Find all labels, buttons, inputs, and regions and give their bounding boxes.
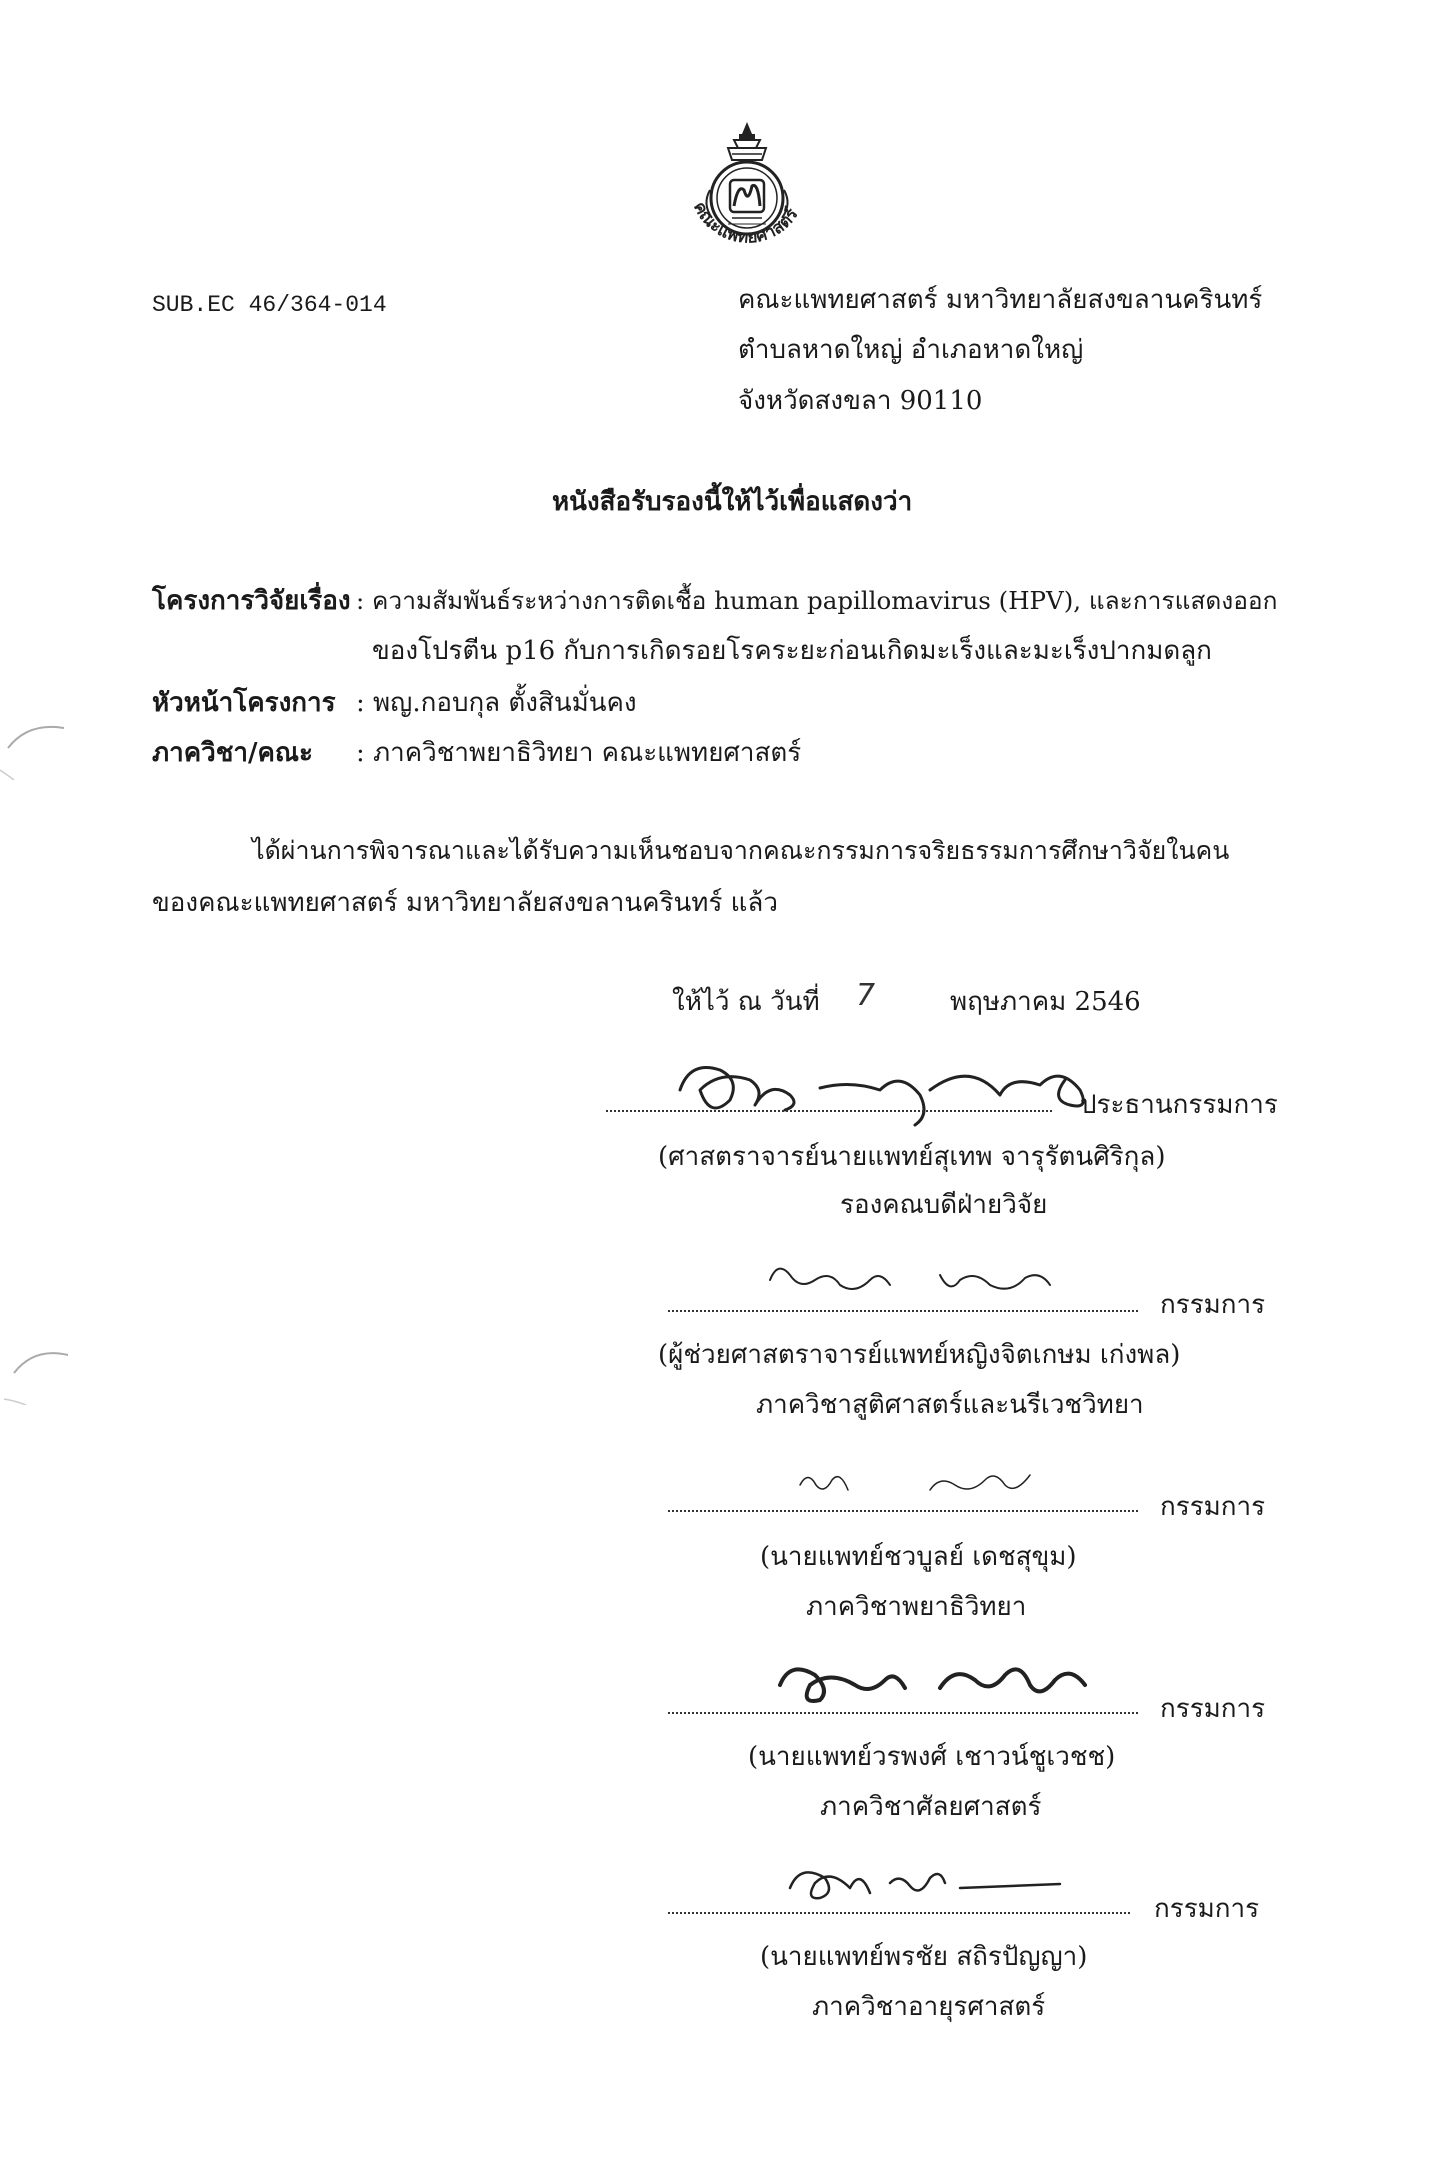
date-day-handwritten: 7 <box>856 978 876 1013</box>
approval-statement-line-2: ของคณะแพทยศาสตร์ มหาวิทยาลัยสงขลานครินทร์ แล้ว <box>152 888 778 918</box>
signatory-name-member-1: (ผู้ช่วยศาสตราจารย์แพทย์หญิงจิตเกษม เก่งพล) <box>658 1340 1181 1370</box>
department-label: ภาควิชา/คณะ <box>152 738 313 768</box>
signatory-role-member-3: กรรมการ <box>1160 1694 1266 1724</box>
signatory-position-member-2: ภาควิชาพยาธิวิทยา <box>806 1592 1027 1622</box>
seal-emblem-icon <box>672 118 822 258</box>
date-month-year: พฤษภาคม 2546 <box>950 987 1141 1017</box>
approval-statement-line-1: ได้ผ่านการพิจารณาและได้รับความเห็นชอบจากคณะกรรมการจริยธรรมการศึกษาวิจัยในคน <box>252 836 1230 865</box>
signatory-role-member-2: กรรมการ <box>1160 1492 1266 1522</box>
hole-punch-mark-top <box>0 700 80 780</box>
project-label: โครงการวิจัยเรื่อง <box>152 586 351 616</box>
address-line-2: ตำบลหาดใหญ่ อำเภอหาดใหญ่ <box>738 335 1084 365</box>
signatory-role-chairman: ประธานกรรมการ <box>1080 1090 1278 1120</box>
hole-punch-mark-bottom <box>0 1325 80 1405</box>
signatory-role-member-4: กรรมการ <box>1154 1894 1260 1924</box>
signature-chairman <box>670 1050 1150 1140</box>
signatory-name-chairman: (ศาสตราจารย์นายแพทย์สุเทพ จารุรัตนศิริกุล) <box>658 1142 1166 1172</box>
reference-number: SUB.EC 46/364-014 <box>152 292 387 318</box>
signature-line-member-2 <box>668 1510 1138 1512</box>
signatory-position-chairman: รองคณบดีฝ่ายวิจัย <box>840 1190 1048 1220</box>
signature-line-member-3 <box>668 1712 1138 1714</box>
signature-member-3 <box>770 1640 1110 1720</box>
document-title: หนังสือรับรองนี้ให้ไว้เพื่อแสดงว่า <box>552 487 913 517</box>
signature-member-4 <box>770 1848 1070 1918</box>
signatory-name-member-4: (นายแพทย์พรชัย สถิรปัญญา) <box>760 1942 1088 1972</box>
signature-member-2 <box>790 1455 1090 1515</box>
project-title-line-2: ของโปรตีน p16 กับการเกิดรอยโรคระยะก่อนเกิดมะเร็งและมะเร็งปากมดลูก <box>372 636 1212 666</box>
signature-line-chairman <box>606 1110 1052 1112</box>
signatory-name-member-3: (นายแพทย์วรพงศ์ เชาวน์ชูเวชช) <box>748 1742 1116 1772</box>
signatory-position-member-4: ภาควิชาอายุรศาสตร์ <box>812 1992 1046 2022</box>
project-title-line-1: : ความสัมพันธ์ระหว่างการติดเชื้อ human papillomavirus (HPV), และการแสดงออก <box>356 586 1278 615</box>
project-head-value: : พญ.กอบกุล ตั้งสินมั่นคง <box>356 688 637 718</box>
signatory-role-member-1: กรรมการ <box>1160 1290 1266 1320</box>
address-line-3: จังหวัดสงขลา 90110 <box>738 386 983 416</box>
signature-line-member-1 <box>668 1310 1138 1312</box>
signatory-name-member-2: (นายแพทย์ชวบูลย์ เดชสุขุม) <box>760 1542 1077 1572</box>
date-prefix: ให้ไว้ ณ วันที่ <box>672 987 820 1017</box>
faculty-seal <box>672 118 822 258</box>
svg-text:คณะแพทยศาสตร์: คณะแพทยศาสตร์ <box>689 198 803 248</box>
project-head-label: หัวหน้าโครงการ <box>152 688 336 718</box>
department-value: : ภาควิชาพยาธิวิทยา คณะแพทยศาสตร์ <box>356 738 802 768</box>
signatory-position-member-3: ภาควิชาศัลยศาสตร์ <box>820 1792 1042 1822</box>
address-line-1: คณะแพทยศาสตร์ มหาวิทยาลัยสงขลานครินทร์ <box>738 285 1263 315</box>
signatory-position-member-1: ภาควิชาสูติศาสตร์และนรีเวชวิทยา <box>756 1390 1144 1420</box>
signature-line-member-4 <box>668 1912 1130 1914</box>
